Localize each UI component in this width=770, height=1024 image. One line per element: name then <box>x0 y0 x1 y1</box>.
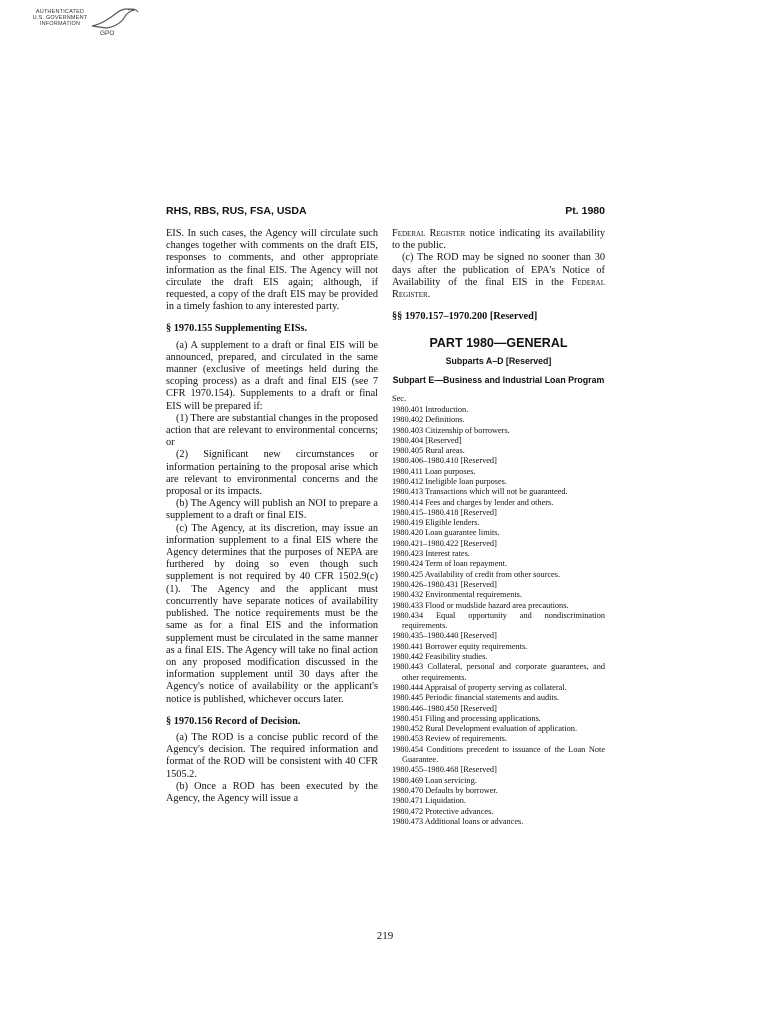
toc-entry: 1980.419 Eligible lenders. <box>392 518 480 528</box>
toc-entry: 1980.421–1980.422 [Reserved] <box>392 538 497 548</box>
left-column <box>166 228 378 805</box>
toc-entry: 1980.469 Loan servicing. <box>392 775 477 785</box>
toc-entry: 1980.435–1980.440 [Reserved] <box>392 631 497 641</box>
header-part: Pt. 1980 <box>565 205 605 217</box>
subpart-heading: Subpart E—Business and Industrial Loan Program <box>392 374 605 385</box>
toc-entry: 1980.473 Additional loans or advances. <box>392 816 524 826</box>
toc-entry: 1980.426–1980.431 [Reserved] <box>392 579 497 589</box>
paragraph <box>392 228 605 252</box>
paragraph: (a) The ROD is a concise public record of the Agency's decision. The required information and format of the ROD will be consistent with 40 CFR 1505.2. <box>166 731 378 780</box>
toc-entry: 1980.452 Rural Development evaluation of application. <box>392 724 578 734</box>
small-caps-text: Federal Register <box>392 276 605 301</box>
toc-entry: 1980.405 Rural areas. <box>392 446 465 456</box>
paragraph: (c) The Agency, at its discretion, may issue an information supplement to a final EIS where the Agency determines that the purposes of NEPA are furthered by doing so even though such supplement is not required by 40 CFR 1502.9(c)(1). The Agency and the applicant must concurrently have separate notices of availability published. The notice requirements must be the same as for a final EIS and the information supplement must be circulated in the same manner as a final EIS. The Agency will take no final action on any proposed modification discussed in the information supplement until 30 days after the Agency's notice of availability or the applicant's notice is published, whichever occurs later. <box>166 522 378 705</box>
subpart-heading: Subparts A–D [Reserved] <box>445 355 552 366</box>
toc-entry: 1980.472 Protective advances. <box>392 806 494 816</box>
gpo-logo-text <box>30 9 90 27</box>
toc-entry: 1980.470 Defaults by borrower. <box>392 785 498 795</box>
toc-entry: 1980.453 Review of requirements. <box>392 734 507 744</box>
toc-entry: 1980.434 Equal opportunity and nondiscrimination requirements. <box>392 610 605 631</box>
toc-sec-label: Sec. <box>392 393 407 403</box>
paragraph <box>392 252 605 301</box>
gpo-logo-line: U.S. GOVERNMENT <box>32 15 88 21</box>
toc-entry: 1980.444 Appraisal of property serving as collateral. <box>392 682 567 692</box>
paragraph: (1) There are substantial changes in the proposed action that are relevant to environmental concerns; or <box>166 412 378 449</box>
toc-entry: 1980.446–1980.450 [Reserved] <box>392 703 497 713</box>
header-agencies: RHS, RBS, RUS, FSA, USDA <box>166 205 307 217</box>
section-heading: § 1970.155 Supplementing EISs. <box>166 323 308 335</box>
paragraph: (b) The Agency will publish an NOI to prepare a supplement to a draft or final EIS. <box>166 498 378 522</box>
paragraph: (b) Once a ROD has been executed by the Agency, the Agency will issue a <box>166 780 378 804</box>
toc-entry: 1980.401 Introduction. <box>392 404 469 414</box>
toc-entry: 1980.412 Ineligible loan purposes. <box>392 477 507 486</box>
eagle-icon <box>88 6 140 32</box>
right-column <box>392 228 605 827</box>
toc-entry: 1980.414 Fees and charges by lender and others. <box>392 497 554 507</box>
small-caps-text: Federal Register <box>392 228 466 239</box>
toc-entry: 1980.425 Availability of credit from other sources. <box>392 569 561 579</box>
toc-entry: 1980.454 Conditions precedent to issuance of the Loan Note Guarantee. <box>392 744 605 765</box>
paragraph-text: notice indicating its availability to the public. <box>392 228 605 252</box>
toc-entry: 1980.442 Feasibility studies. <box>392 652 488 662</box>
paragraph-text: (c) The ROD may be signed no sooner than 30 days after the publication of EPA's Notice of Availability of the final EIS in the <box>392 252 605 288</box>
toc-entry: 1980.403 Citizenship of borrowers. <box>392 425 510 435</box>
section-heading: § 1970.156 Record of Decision. <box>166 715 301 727</box>
toc-entry: 1980.451 Filing and processing applications. <box>392 713 541 723</box>
page-number: 219 <box>376 930 394 942</box>
toc-entry: 1980.413 Transactions which will not be guaranteed. <box>392 487 568 497</box>
table-of-contents <box>392 394 605 827</box>
gpo-mark: GPO <box>100 30 115 37</box>
gpo-authentication-logo <box>30 6 140 46</box>
toc-entry: 1980.404 [Reserved] <box>392 435 462 445</box>
toc-entry: 1980.411 Loan purposes. <box>392 466 476 476</box>
toc-entry: 1980.423 Interest rates. <box>392 549 470 559</box>
toc-entry: 1980.420 Loan guarantee limits. <box>392 528 500 538</box>
toc-entry: 1980.455–1980.468 [Reserved] <box>392 765 497 775</box>
toc-entry: 1980.402 Definitions. <box>392 415 465 425</box>
gpo-logo-line: AUTHENTICATED <box>35 9 85 15</box>
toc-list <box>392 405 605 827</box>
section-heading: §§ 1970.157–1970.200 [Reserved] <box>392 311 538 323</box>
toc-entry: 1980.424 Term of loan repayment. <box>392 559 507 569</box>
running-header <box>166 205 605 219</box>
toc-entry: 1980.441 Borrower equity requirements. <box>392 641 528 651</box>
gpo-logo-line: INFORMATION <box>39 21 81 27</box>
paragraph-text: . <box>427 289 431 301</box>
toc-entry: 1980.443 Collateral, personal and corporate guarantees, and other requirements. <box>392 662 605 682</box>
toc-entry: 1980.445 Periodic financial statements and audits. <box>392 693 560 703</box>
paragraph: EIS. In such cases, the Agency will circulate such changes together with comments on the draft EIS, responses to comments, and other appropriate information as the final EIS. The Agency will not circulate the draft EIS again; although, if requested, a copy of the draft EIS may be provided in a timely fashion to any interested party. <box>166 228 378 313</box>
paragraph: (2) Significant new circumstances or information pertaining to the proposal arise which are relevant to environmental concerns and the proposal or its impacts. <box>166 449 378 498</box>
toc-entry: 1980.415–1980.418 [Reserved] <box>392 507 497 517</box>
part-title: PART 1980—GENERAL <box>429 336 568 351</box>
toc-entry: 1980.433 Flood or mudslide hazard area precautions. <box>392 600 569 610</box>
toc-entry: 1980.471 Liquidation. <box>392 796 466 806</box>
paragraph: (a) A supplement to a draft or final EIS will be announced, prepared, and circulated in the same manner (exclusive of meetings held during the scoping process) as a draft and final EIS (see 7 CFR 1970.154). Supplements to a draft or final EIS will be prepared if: <box>166 339 378 412</box>
toc-entry: 1980.406–1980.410 [Reserved] <box>392 456 497 466</box>
toc-entry: 1980.432 Environmental requirements. <box>392 590 522 600</box>
